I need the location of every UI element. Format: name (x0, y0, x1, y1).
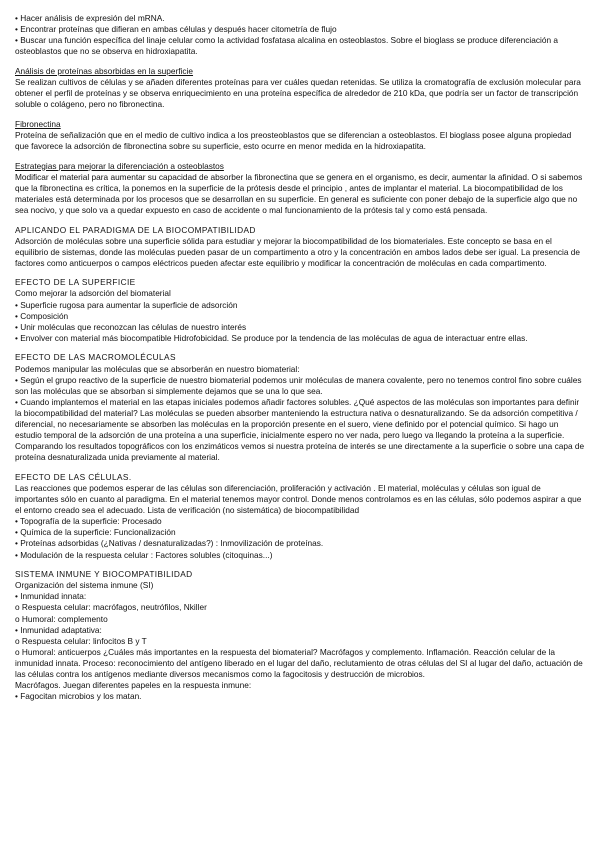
celulas-line: • Modulación de la respuesta celular : Factores solubles (citoquinas...) (15, 549, 273, 560)
inmune-line: Macrófagos. Juegan diferentes papeles en la respuesta inmune: (15, 680, 252, 691)
section-title-macromoleculas: EFECTO DE LAS MACROMOLÉCULAS (15, 352, 176, 363)
superficie-line: • Envolver con material más biocompatible Hidrofobicidad. Se produce por la tendencia de las moléculas de agua de interactuar entre ellas. (15, 332, 528, 343)
superficie-line: Como mejorar la adsorción del biomaterial (15, 288, 171, 299)
inmune-line: o Humoral: complemento (15, 613, 108, 624)
inmune-line: o Humoral: anticuerpos ¿Cuáles más importantes en la respuesta del biomaterial? Macrófagos y complemento. Inflamación. Reacción celular de la inmunidad innata. Proceso: reconocimiento del antígeno liberado en el lugar del daño, reclutamiento de otras células del SI al lugar del daño, actuación de las células contra los antígenos mediante diversos mecanismos como la fagocitosis y destrucción de microbios. (15, 646, 583, 679)
intro-bullet: • Buscar una función específica del linaje celular como la actividad fosfatasa alcalina en osteoblastos. Sobre el bioglass se produce diferenciación a osteoblastos que no se observa en hidroxiapatita. (15, 35, 558, 57)
section-title-celulas: EFECTO DE LAS CÉLULAS. (15, 471, 132, 482)
celulas-line: • Proteínas adsorbidas (¿Nativas / desnaturalizadas?) : Inmovilización de proteínas. (15, 538, 324, 549)
macromoleculas-line: Podemos manipular las moléculas que se absorberán en nuestro biomaterial: (15, 363, 300, 374)
inmune-line: Organización del sistema inmune (SI) (15, 580, 154, 591)
section-title-superficie: EFECTO DE LA SUPERFICIE (15, 277, 136, 288)
macromoleculas-line: • Cuando implantemos el material en las etapas iniciales podemos añadir factores solubles. ¿Qué aspectos de las moléculas son importantes para definir la biocompatibilidad del material? Las moléculas se pueden absorber manteniendo la estructura nativa o desnaturalizando. Se da adsorción competitiva / diferencial, no necesariamente se absorben las moléculas en la proporción presente en el suero, viene definido por el potencial químico. Si hago un estudio temporal de la adsorción de una proteína a una superficie, inicialmente espero no ver nada, pero luego va llegando la proteína a la superficie. Comparando los resultados topográficos con los enzimáticos vemos si nuestra proteína de interés se une directamente a la superficie o sobre una capa de proteína desnaturalizada unida previamente al material. (15, 396, 585, 463)
section-title-analisis: Análisis de proteínas absorbidas en la superficie (15, 65, 194, 76)
inmune-line: • Fagocitan microbios y los matan. (15, 691, 142, 702)
celulas-line: • Química de la superficie: Funcionalización (15, 527, 176, 538)
section-title-paradigma: APLICANDO EL PARADIGMA DE LA BIOCOMPATIBILIDAD (15, 224, 256, 235)
section-text-paradigma: Adsorción de moléculas sobre una superficie sólida para estudiar y mejorar la biocompatibilidad de los biomateriales. Este concepto se basa en el equilibrio de sistemas, donde las moléculas pueden pasar de un compartimento a otro y la concentración en ambos lados debe ser igual. La presencia de factores como anticuerpos o campos eléctricos pueden afectar este equilibrio y modificar la concentración de moléculas en cada compartimento. (15, 235, 580, 268)
superficie-line: • Composición (15, 310, 69, 321)
superficie-line: • Superficie rugosa para aumentar la superficie de adsorción (15, 299, 238, 310)
section-title-estrategias: Estrategias para mejorar la diferenciación a osteoblastos (15, 160, 224, 171)
intro-bullet: • Hacer análisis de expresión del mRNA. (15, 13, 165, 23)
celulas-line: • Topografía de la superficie: Procesado (15, 516, 162, 527)
inmune-line: • Inmunidad innata: (15, 591, 87, 602)
inmune-line: • Inmunidad adaptativa: (15, 624, 102, 635)
section-text-analisis: Se realizan cultivos de células y se añaden diferentes proteínas para ver cuáles quedan retenidas. Se utiliza la cromatografía de exclusión molecular para obtener el perfil de proteínas y se observa enriquecimiento en una proteína específica de alrededor de 210 kDa, que podría ser un factor de transcripción soluble o colágeno, pero no fibronectina. (15, 76, 581, 110)
superficie-line: • Unir moléculas que reconozcan las células de nuestro interés (15, 321, 247, 332)
inmune-line: o Respuesta celular: linfocitos B y T (15, 635, 147, 646)
inmune-line: o Respuesta celular: macrófagos, neutrófilos, Nkiller (15, 602, 207, 613)
macromoleculas-line: • Según el grupo reactivo de la superficie de nuestro biomaterial podemos unir moléculas de manera covalente, pero no tenemos control fino sobre cuáles son las moléculas que se absorban si simplemente dejamos que se una lo que sea. (15, 374, 582, 396)
celulas-line: Las reacciones que podemos esperar de las células son diferenciación, proliferación y activación . El material, moléculas y células son igual de importantes sólo en cuanto al paradigma. En el material tenemos mayor control. Donde menos controlamos es en las células, sólo podemos aspirar a que el entorno creado sea el adecuado. Lista de verificación (no sistemática) de biocompatibilidad (15, 482, 582, 516)
section-title-fibronectina: Fibronectina (15, 118, 61, 129)
section-text-fibronectina: Proteína de señalización que en el medio de cultivo indica a los preosteoblastos que se diferencian a osteoblastos. El bioglass posee alguna propiedad que favorece la adsorción de fibronectina sobre su superficie, esto ocurre en menor medida en la hidroxiapatita. (15, 129, 572, 151)
section-title-inmune: SISTEMA INMUNE Y BIOCOMPATIBILIDAD (15, 569, 193, 580)
section-text-estrategias: Modificar el material para aumentar su capacidad de absorber la fibronectina que se genera en el organismo, es decir, aumentar la afinidad. O si sabemos que la fibronectina es crítica, la ponemos en la superficie de la prótesis desde el principio , antes de implantar el material. La biocompatibilidad de los materiales está determinada por los procesos que se desarrollan en su superficie. En general es suficiente con poner debajo de la superficie algo que no sea nocivo, y que solo va a quedar expuesto en caso de accidente o mal funcionamiento de la prótesis tal y como está pensada. (15, 171, 583, 215)
intro-bullet: • Encontrar proteínas que difieran en ambas células y después hacer citometría de flujo (15, 24, 337, 35)
document-page (15, 13, 585, 702)
